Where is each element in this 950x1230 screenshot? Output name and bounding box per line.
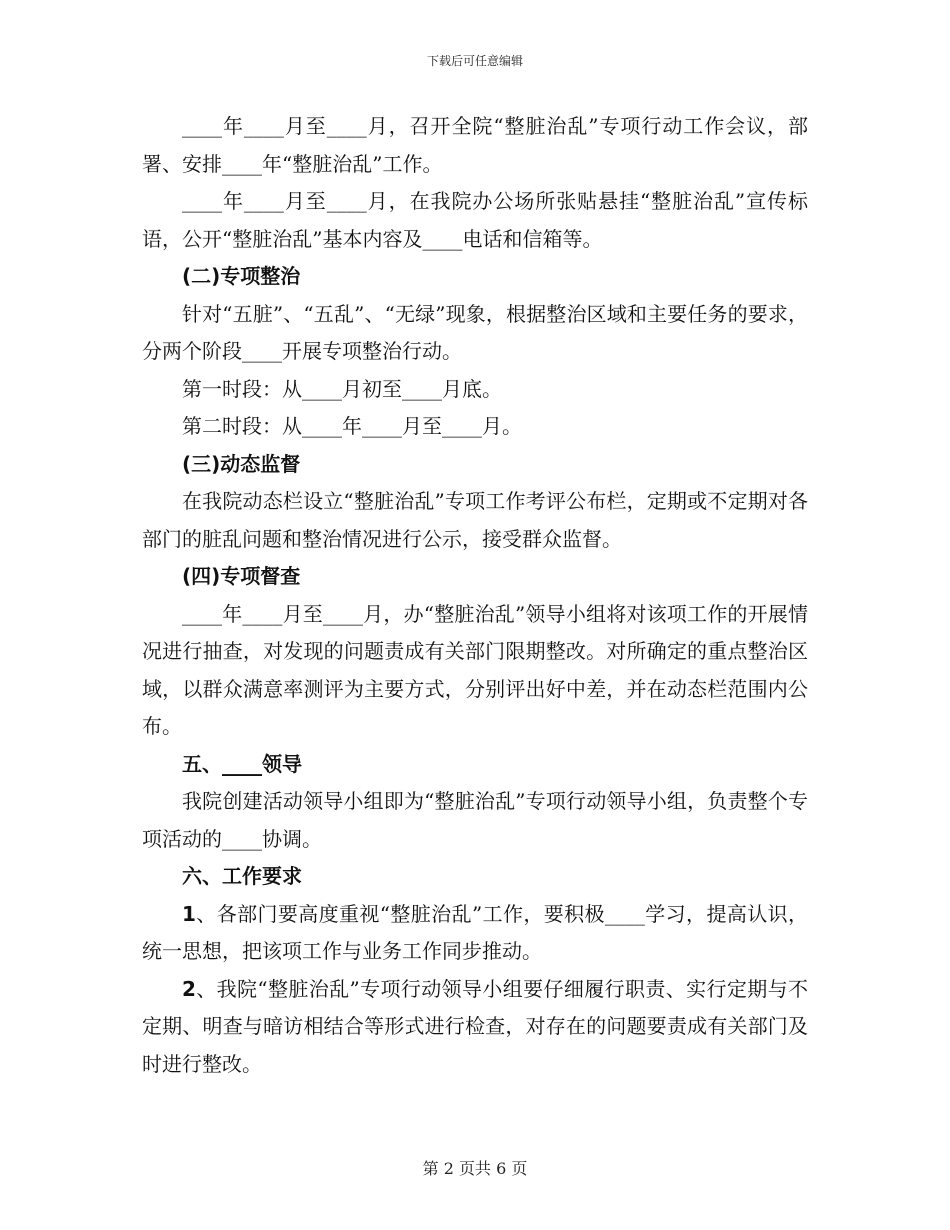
page-footer: 第 2 页共 6 页 bbox=[422, 1159, 528, 1178]
paragraph: ____年____月至____月，召开全院“整脏治乱”专项行动工作会议，部署、安排____年“整脏治乱”工作。 bbox=[142, 114, 808, 176]
section-heading: (三)动态监督 bbox=[182, 451, 301, 476]
numbered-paragraph bbox=[142, 896, 808, 971]
paragraph: ____年____月至____月，在我院办公场所张贴悬挂“整脏治乱”宣传标语，公开“整脏治乱”基本内容及____电话和信箱等。 bbox=[142, 189, 808, 251]
paragraph: 第一时段：从____月初至____月底。 bbox=[182, 376, 502, 401]
section-heading: 六、工作要求 bbox=[182, 864, 302, 888]
paragraph: 针对“五脏”、“五乱”、“无绿”现象，根据整治区域和主要任务的要求，分两个阶段____开展专项整治行动。 bbox=[142, 301, 808, 363]
item-number: 2 bbox=[182, 976, 196, 1001]
section-heading: 五、____领导 bbox=[182, 751, 302, 776]
section-heading: (四)专项督查 bbox=[182, 564, 301, 588]
paragraph: 第二时段：从____年____月至____月。 bbox=[182, 414, 522, 438]
paragraph: ____年____月至____月，办“整脏治乱”领导小组将对该项工作的开展情况进行抽查，对发现的问题责成有关部门限期整改。对所确定的重点整治区域，以群众满意率测评为主要方式，分别评出好中差，并在动态栏范围内公布。 bbox=[142, 601, 808, 738]
section-heading: (二)专项整治 bbox=[182, 264, 301, 288]
item-number: 1 bbox=[182, 901, 196, 926]
document-body bbox=[142, 108, 808, 1083]
page-header: 下载后可任意编辑 bbox=[426, 54, 523, 68]
paragraph: 我院创建活动领导小组即为“整脏治乱”专项行动领导小组，负责整个专项活动的____协调。 bbox=[142, 789, 808, 851]
numbered-paragraph bbox=[142, 971, 808, 1084]
paragraph: 在我院动态栏设立“整脏治乱”专项工作考评公布栏，定期或不定期对各部门的脏乱问题和整治情况进行公示，接受群众监督。 bbox=[142, 489, 808, 551]
item-text: 、我院“整脏治乱”专项行动领导小组要仔细履行职责、实行定期与不定期、明查与暗访相结合等形式进行检查，对存在的问题要责成有关部门及时进行整改。 bbox=[142, 976, 808, 1076]
item-text: 、各部门要高度重视“整脏治乱”工作，要积极____学习，提高认识，统一思想，把该项工作与业务工作同步推动。 bbox=[142, 901, 808, 963]
